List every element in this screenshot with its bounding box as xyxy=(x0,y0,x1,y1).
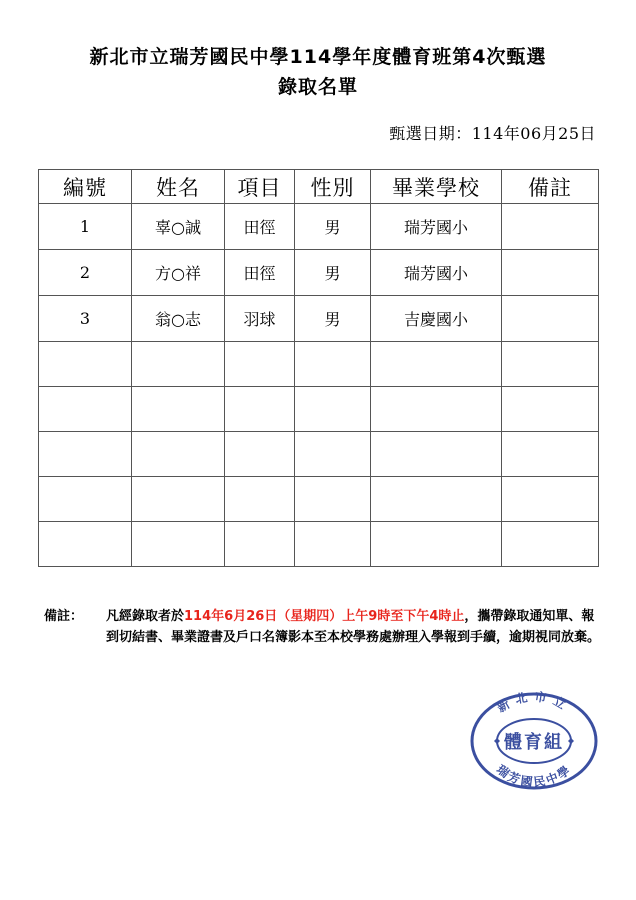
cell-gender: 男 xyxy=(295,250,371,296)
blank-row xyxy=(39,432,599,477)
cell-name: 翁○志 xyxy=(132,296,225,342)
selection-date xyxy=(389,121,596,144)
table-row xyxy=(39,204,599,250)
document-title-line2: 錄取名單 xyxy=(277,76,358,98)
cell-remarks xyxy=(502,250,599,296)
cell-school: 瑞芳國小 xyxy=(371,204,502,250)
document-title-line1: 新北市立瑞芳國民中學114學年度體育班第4次甄選 xyxy=(89,46,547,68)
table-header-row xyxy=(39,170,599,204)
seal-top-text: 新北市立 xyxy=(494,690,574,716)
table-row xyxy=(39,296,599,342)
cell-number: 1 xyxy=(39,204,132,250)
cell-number: 2 xyxy=(39,250,132,296)
cell-name: 辜○誠 xyxy=(132,204,225,250)
cell-number: 3 xyxy=(39,296,132,342)
date-value: 114年06月25日 xyxy=(471,124,596,143)
note-text xyxy=(106,606,606,648)
cell-event: 田徑 xyxy=(225,250,295,296)
cell-name: 方○祥 xyxy=(132,250,225,296)
cell-remarks xyxy=(502,204,599,250)
header-name: 姓名 xyxy=(132,170,225,204)
svg-text:瑞芳國民中學 xyxy=(494,761,574,789)
cell-event: 羽球 xyxy=(225,296,295,342)
header-school: 畢業學校 xyxy=(371,170,502,204)
header-remarks: 備註 xyxy=(502,170,599,204)
seal-center-text: 體育組 xyxy=(504,732,564,753)
admission-table xyxy=(38,169,599,567)
cell-gender: 男 xyxy=(295,204,371,250)
header-event: 項目 xyxy=(225,170,295,204)
seal-bottom-text: 瑞芳國民中學 xyxy=(493,762,575,790)
cell-school: 吉慶國小 xyxy=(371,296,502,342)
blank-row xyxy=(39,342,599,387)
cell-remarks xyxy=(502,296,599,342)
blank-row xyxy=(39,522,599,567)
table-row xyxy=(39,250,599,296)
header-gender: 性別 xyxy=(295,170,371,204)
note-deadline: 114年6月26日（星期四）上午9時至下午4時止 xyxy=(184,609,465,624)
blank-row xyxy=(39,477,599,522)
note-label: 備註： xyxy=(44,609,84,624)
header-number: 編號 xyxy=(39,170,132,204)
note-prefix: 凡經錄取者於 xyxy=(106,609,185,624)
cell-event: 田徑 xyxy=(225,204,295,250)
note-suffix: ，攜帶錄取通知單、報到切結書、畢業證書及戶口名簿影本至本校學務處辦理入學報到手續，逾期視同放棄。 xyxy=(106,609,601,645)
office-seal xyxy=(468,690,600,792)
cell-school: 瑞芳國小 xyxy=(371,250,502,296)
date-label: 甄選日期： xyxy=(389,124,472,143)
blank-row xyxy=(39,387,599,432)
cell-gender: 男 xyxy=(295,296,371,342)
